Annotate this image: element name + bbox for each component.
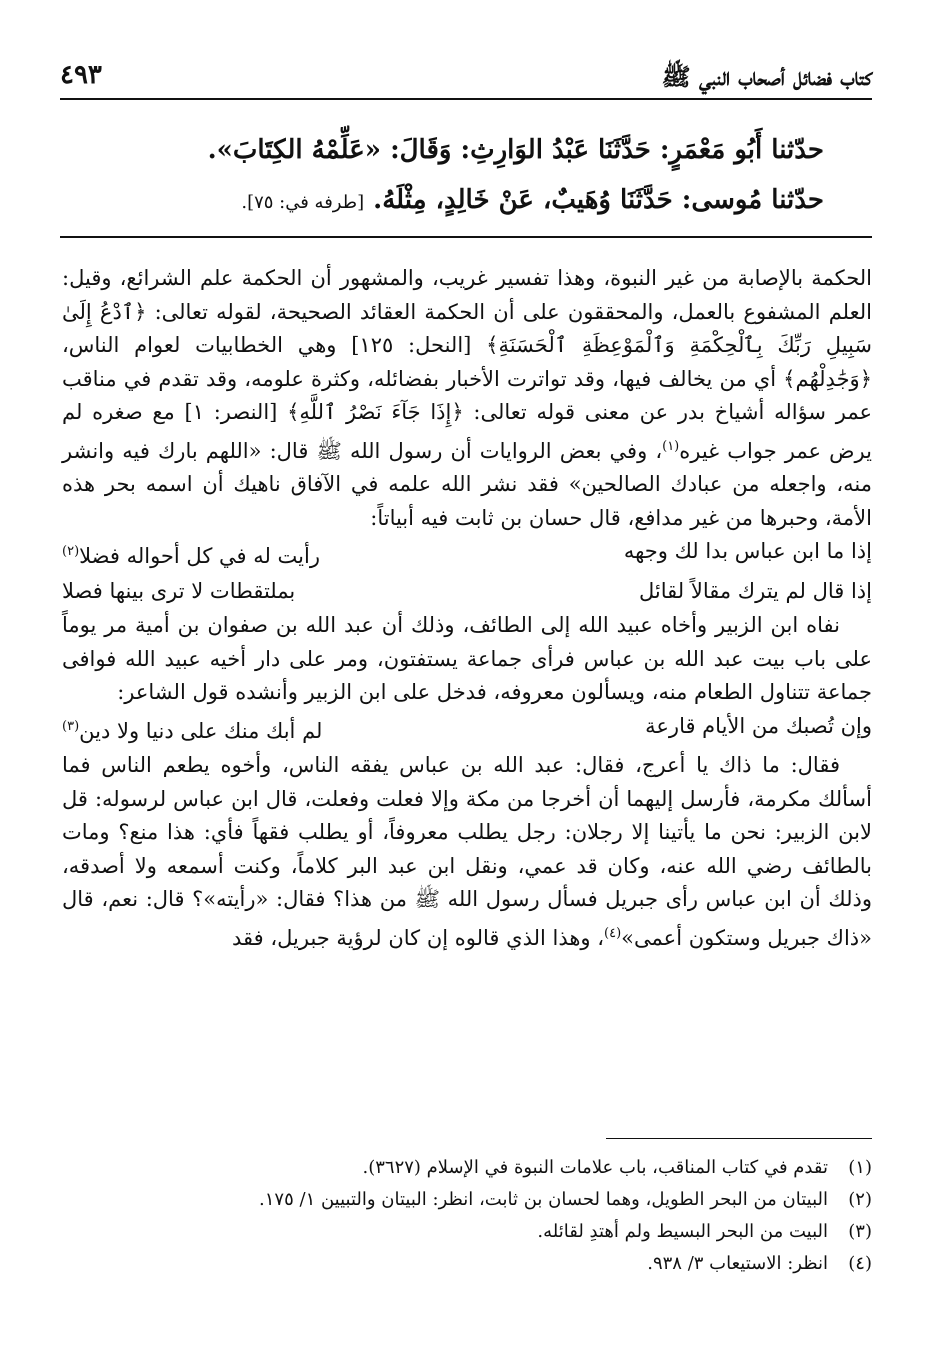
verse-text: رأيت له في كل أحواله فضلا — [79, 544, 320, 568]
cross-reference: [طرفه في: ٧٥]. — [241, 192, 365, 213]
footnote-number: (١) — [848, 1157, 872, 1178]
footnote-rule — [606, 1138, 872, 1139]
verse-hemistich: إذا قال لم يترك مقالاً لقائل — [639, 578, 872, 603]
running-header — [60, 58, 872, 100]
commentary-paragraph: نفاه ابن الزبير وأخاه عبيد الله إلى الطائف، وذلك أن عبد الله بن صفوان بن أمية مر يوماً على باب بيت عبد الله بن عباس فرأى جماعة يستفتون، ومر على دار أخيه عبيد الله فوافى جماعة تتناول الطعام منه، ويسألون معروفه، فدخل على ابن الزبير وأنشده قول الشاعر: — [62, 613, 872, 704]
footnote-text: انظر: الاستيعاب ٣/ ٩٣٨. — [647, 1253, 828, 1274]
hadith-line-1 — [60, 130, 824, 170]
footnote — [62, 1184, 872, 1216]
footnote-text: البيتان من البحر الطويل، وهما لحسان بن ثابت، انظر: البيتان والتبيين ١/ ١٧٥. — [259, 1189, 828, 1210]
footnote-text: تقدم في كتاب المناقب، باب علامات النبوة في الإسلام (٣٦٢٧). — [362, 1157, 828, 1178]
footnote-marker: (٤) — [604, 925, 622, 941]
section-divider — [60, 236, 872, 238]
paragraph-text: الحكمة بالإصابة من غير النبوة، وهذا تفسير غريب، والمشهور أن الحكمة علم الشرائع، وقيل: العلم المشفوع بالعمل، والمحققون على أن الحكمة العقائد الصحيحة، لقوله تعالى: ﴿ٱدْعُ إِلَىٰ سَبِيلِ رَبِّكَ بِٱلْحِكْمَةِ وَٱلْمَوْعِظَةِ ٱلْحَسَنَةِ﴾ [النحل: ١٢٥] وهي الخطابيات لعوام الناس، ﴿وَجَٰدِلْهُم﴾ أي من يخالف فيها، وقد تواترت الأخبار بفضائله، وكثرة علومه، وقد تقدم في مناقب عمر سؤاله أشياخ بدر عن معنى قوله تعالى: ﴿إِذَا جَآءَ نَصْرُ ٱللَّهِ﴾ [النصر: ١] مع صغره لم يرض عمر جواب غيره — [62, 266, 872, 463]
footnote-marker: (١) — [662, 438, 680, 454]
verse-hemistich: إذا ما ابن عباس بدا لك وجهه — [623, 539, 872, 563]
verse-hemistich — [62, 535, 320, 574]
verse-hemistich: وإن تُصبك من الأيام قارعة — [645, 713, 872, 738]
footnote-number: (٢) — [848, 1189, 872, 1210]
page-number: ٤٩٣ — [60, 60, 102, 90]
paragraph-text: ، وفي بعض الروايات أن رسول الله ﷺ قال: «اللهم بارك فيه وانشر منه، واجعله من عبادك الصالحين» فقد نشر الله علمه في الآفاق ناهيك أن اسمه بحر هذه الأمة، وحبرها من غير مدافع، قال حسان بن ثابت فيه أبياتاً: — [62, 438, 872, 530]
footnote-text: البيت من البحر البسيط ولم أهتدِ لقائله. — [537, 1221, 828, 1242]
poetry-verse — [62, 710, 872, 750]
footnote-number: (٣) — [848, 1221, 872, 1242]
commentary — [62, 262, 872, 955]
verse-hemistich: بملتقطات لا ترى بينها فصلا — [62, 578, 296, 603]
footnote-number: (٤) — [848, 1253, 872, 1274]
paragraph-text: ، وهذا الذي قالوه إن كان لرؤية جبريل، فقد — [231, 925, 605, 950]
commentary-paragraph — [62, 262, 872, 535]
verse-text: لم أبك منك على دنيا ولا دين — [79, 718, 323, 743]
footnote — [62, 1152, 872, 1184]
footnote — [62, 1216, 872, 1248]
hadith-text: حدّثنا مُوسى: حَدَّثَنَا وُهَيبٌ، عَنْ خَالِدٍ، مِثْلَهُ. — [373, 185, 824, 215]
paragraph-text: فقال: ما ذاك يا أعرج، فقال: عبد الله بن عباس يفقه الناس، وأخوه يطعم الناس فما أسألك مكرمة، فأرسل إليهما أن أخرجا من مكة وإلا فعلت وفعلت، قال ابن عباس لرسوله: قل لابن الزبير: نحن ما يأتينا إلا رجلان: رجل يطلب معروفاً، أو يطلب فقهاً فأي: هذا منع؟ ومات بالطائف رضي الله عنه، وكان قد عمي، ونقل ابن عبد البر كلاماً، وكنت أسمعه ولا أصدقه، وذلك أن ابن عباس رأى جبريل فسأل رسول الله ﷺ من هذا؟ فقال: «رأيته»؟ قال: نعم، قال «ذاك جبريل وستكون أعمى» — [62, 753, 872, 950]
footnotes — [62, 1152, 872, 1280]
hadith-text: حدّثنا أَبُو مَعْمَرٍ: حَدَّثَنَا عَبْدُ الوَارِثِ: وَقَالَ: «عَلِّمْهُ الكِتَابَ». — [207, 135, 824, 165]
hadith-line-2 — [60, 180, 824, 223]
chapter-title: كتاب فضائل أصحاب النبي ﷺ — [661, 62, 872, 91]
footnote — [62, 1248, 872, 1280]
poetry-verse — [62, 535, 872, 575]
footnote-marker: (٢) — [62, 544, 80, 559]
poetry-verse — [62, 575, 872, 610]
footnote-marker: (٣) — [62, 718, 80, 734]
verse-hemistich — [62, 710, 322, 749]
commentary-paragraph — [62, 749, 872, 955]
